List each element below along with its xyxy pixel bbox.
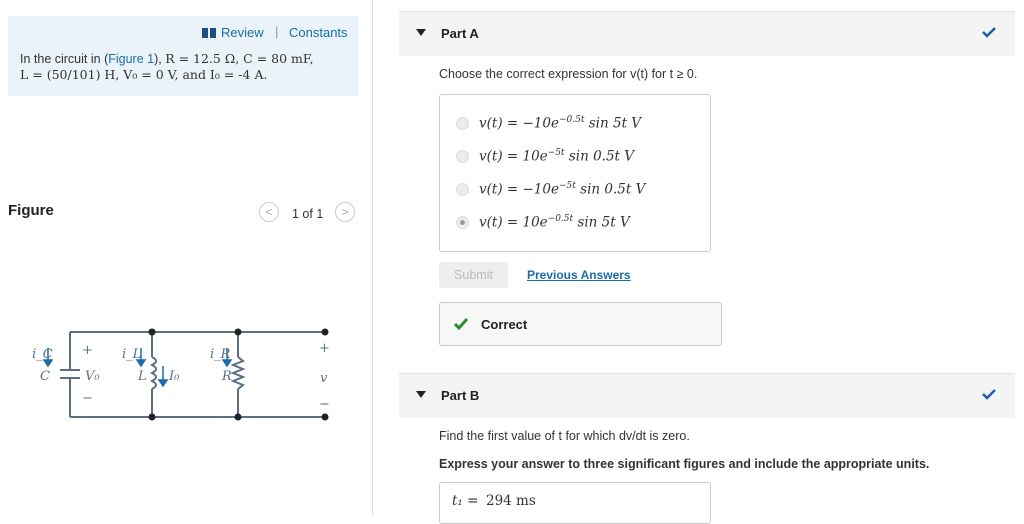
vo-minus: − bbox=[82, 391, 93, 406]
caret-down-icon bbox=[416, 29, 426, 36]
v-label: v bbox=[320, 371, 328, 386]
choice-3-pre: v(t) = −10e bbox=[479, 181, 559, 198]
circuit-diagram bbox=[30, 322, 340, 432]
choices-box bbox=[439, 94, 711, 252]
problem-suffix: ), bbox=[154, 52, 162, 66]
choice-1-exp: −0.5t bbox=[558, 115, 585, 125]
choice-3-post: sin 0.5t V bbox=[575, 181, 646, 198]
v-plus: + bbox=[319, 341, 330, 356]
choice-4-exp: −0.5t bbox=[547, 214, 574, 224]
submit-button[interactable]: Submit bbox=[439, 262, 508, 288]
choice-1[interactable] bbox=[456, 115, 641, 135]
c-label: C bbox=[40, 369, 50, 384]
problem-line2: L = (50/101) H, V₀ = 0 V, and I₀ = -4 A. bbox=[20, 67, 268, 82]
review-link[interactable] bbox=[202, 25, 264, 40]
choice-1-post: sin 5t V bbox=[584, 115, 642, 132]
choice-4-post: sin 5t V bbox=[573, 214, 630, 231]
choice-2-pre: v(t) = 10e bbox=[479, 148, 548, 165]
problem-r-c: R = 12.5 Ω, C = 80 mF, bbox=[165, 51, 314, 66]
check-icon bbox=[454, 317, 468, 331]
choice-4[interactable] bbox=[456, 214, 630, 234]
l-label: L bbox=[138, 369, 147, 384]
part-b-instructions: Express your answer to three significant figures and include the appropriate units. bbox=[439, 457, 930, 471]
r-label: R bbox=[222, 369, 232, 384]
chevron-right-icon: > bbox=[341, 205, 349, 219]
choice-2[interactable] bbox=[456, 148, 634, 168]
part-b-question: Find the first value of t for which dv/dt is zero. bbox=[439, 429, 690, 443]
chevron-left-icon: < bbox=[265, 205, 273, 219]
left-panel bbox=[0, 0, 372, 515]
answer-input-box[interactable] bbox=[439, 482, 711, 524]
correct-feedback-text: Correct bbox=[481, 317, 528, 332]
vo-label: V₀ bbox=[85, 369, 100, 384]
il-label: i_L bbox=[122, 347, 142, 362]
ir-label: i_R bbox=[210, 347, 231, 362]
part-b-header[interactable] bbox=[399, 373, 1015, 418]
io-label: I₀ bbox=[169, 369, 180, 384]
choice-1-pre: v(t) = −10e bbox=[479, 115, 559, 132]
previous-answers-link[interactable]: Previous Answers bbox=[527, 268, 631, 282]
choice-2-post: sin 0.5t V bbox=[564, 148, 635, 165]
part-a-question: Choose the correct expression for v(t) for t ≥ 0. bbox=[439, 67, 698, 81]
radio-button[interactable] bbox=[456, 117, 469, 130]
part-b-title: Part B bbox=[441, 388, 480, 403]
part-a-header[interactable] bbox=[399, 11, 1015, 56]
answer-label: t₁ = bbox=[452, 493, 479, 509]
problem-text bbox=[20, 51, 350, 83]
choice-4-pre: v(t) = 10e bbox=[479, 214, 548, 231]
part-a-title: Part A bbox=[441, 26, 479, 41]
radio-button[interactable] bbox=[456, 183, 469, 196]
vo-plus: + bbox=[82, 343, 93, 358]
checkmark-icon bbox=[981, 24, 997, 40]
figure-link[interactable]: Figure 1 bbox=[108, 52, 155, 66]
book-icon bbox=[202, 28, 216, 38]
problem-prefix: In the circuit in ( bbox=[20, 52, 109, 66]
next-figure-button[interactable] bbox=[335, 202, 355, 222]
choice-2-exp: −5t bbox=[547, 148, 565, 158]
choice-3-exp: −5t bbox=[558, 181, 576, 191]
figure-heading: Figure bbox=[8, 202, 54, 219]
checkmark-icon bbox=[981, 386, 997, 402]
caret-down-icon bbox=[416, 391, 426, 398]
constants-link[interactable]: Constants bbox=[289, 25, 348, 40]
choice-3[interactable] bbox=[456, 181, 645, 201]
radio-button[interactable] bbox=[456, 150, 469, 163]
v-minus: − bbox=[319, 397, 330, 412]
prev-figure-button[interactable] bbox=[259, 202, 279, 222]
panel-divider bbox=[372, 0, 373, 515]
review-label: Review bbox=[221, 25, 264, 40]
radio-button-selected[interactable] bbox=[456, 216, 469, 229]
correct-feedback-box bbox=[439, 302, 722, 346]
link-separator: | bbox=[275, 24, 279, 39]
figure-page-count: 1 of 1 bbox=[292, 207, 324, 221]
answer-value[interactable]: 294 ms bbox=[486, 493, 536, 509]
ic-label: i_C bbox=[32, 347, 53, 362]
